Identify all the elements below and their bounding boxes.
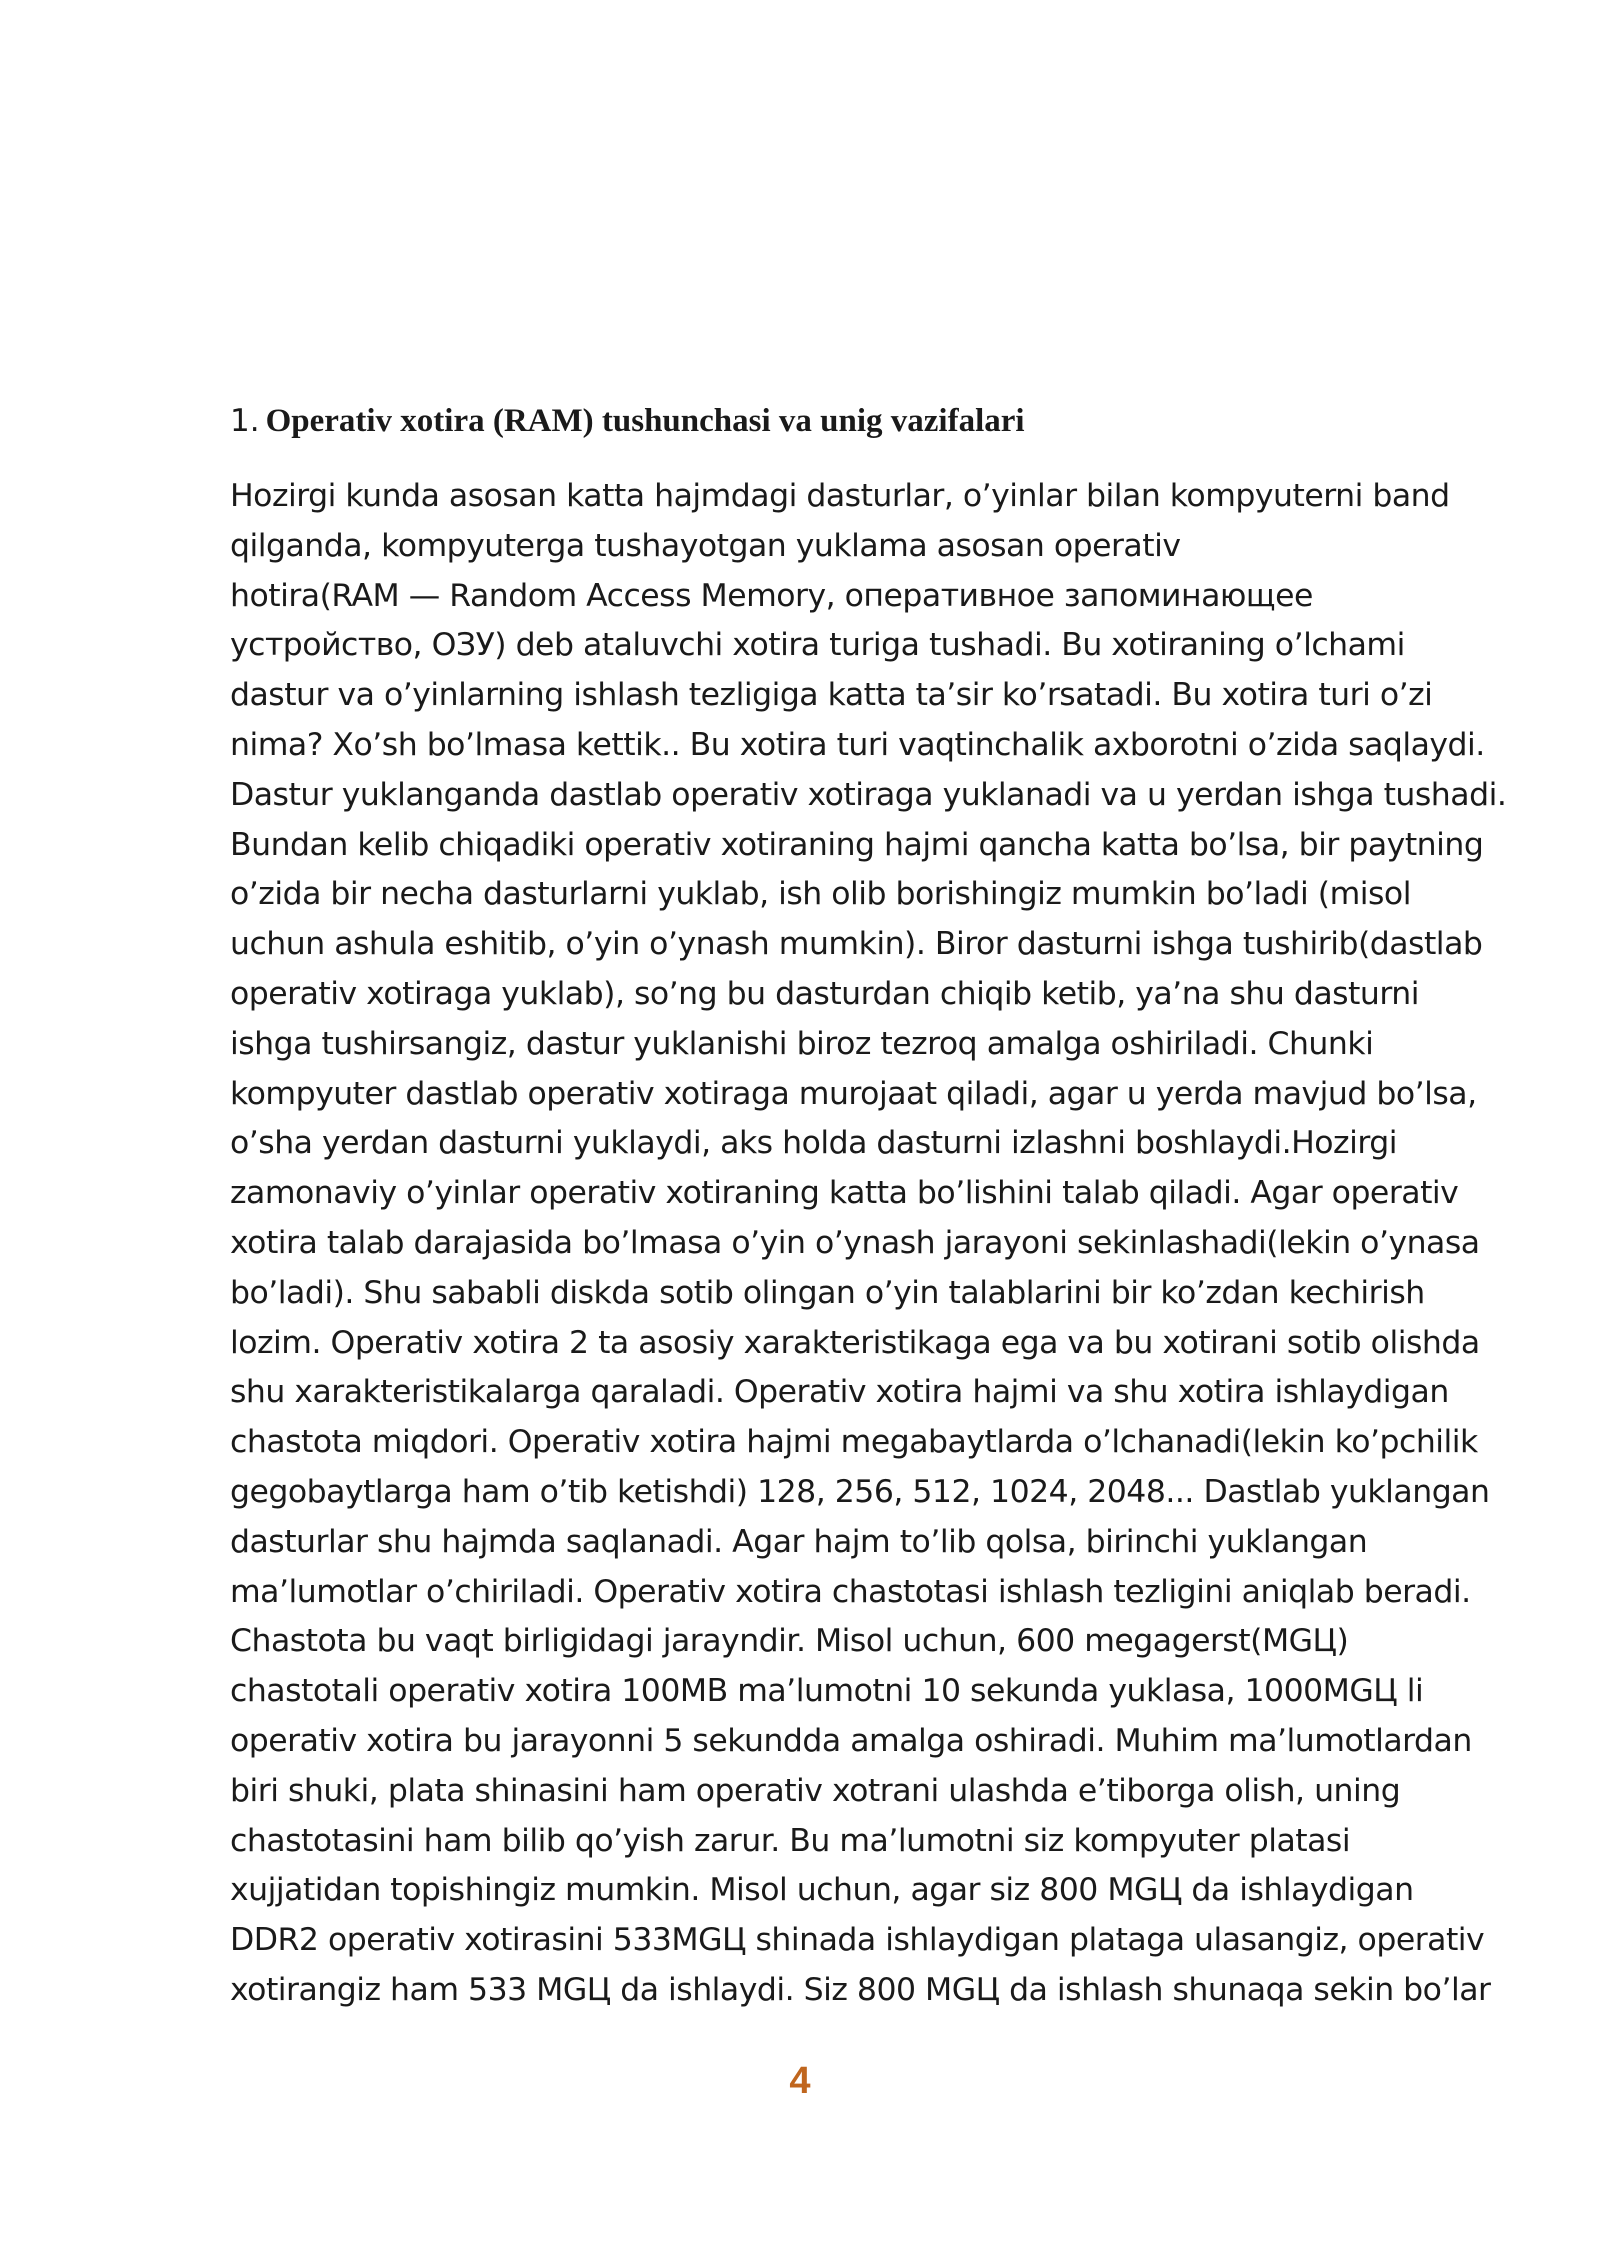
paragraph-line: uchun ashula eshitib, o’yin o’ynash mumkin). Biror dasturni ishga tushirib(dastlab <box>230 926 1483 963</box>
paragraph-line: Chastota bu vaqt birligidagi jarayndir. Misol uchun, 600 megagerst(MGЦ) <box>230 1623 1349 1660</box>
paragraph-line: operativ xotira bu jarayonni 5 sekundda amalga oshiradi. Muhim ma’lumotlardan <box>230 1722 1472 1759</box>
paragraph-line: zamonaviy o’yinlar operativ xotiraning katta bo’lishini talab qiladi. Agar operativ <box>230 1175 1459 1212</box>
paragraph-line: chastotali operativ xotira 100MB ma’lumotni 10 sekunda yuklasa, 1000MGЦ li <box>230 1673 1424 1710</box>
paragraph-line: kompyuter dastlab operativ xotiraga murojaat qiladi, agar u yerda mavjud bo’lsa, <box>230 1075 1477 1112</box>
paragraph-line: chastota miqdori. Operativ xotira hajmi megabaytlarda o’lchanadi(lekin ko’pchilik <box>230 1424 1478 1461</box>
paragraph-line: gegobaytlarga ham o’tib ketishdi) 128, 256, 512, 1024, 2048... Dastlab yuklangan <box>230 1473 1490 1510</box>
paragraph-line: nima? Xo’sh bo’lmasa kettik.. Bu xotira turi vaqtinchalik axborotni o’zida saqlaydi. <box>230 726 1485 763</box>
paragraph-line: o’sha yerdan dasturni yuklaydi, aks holda dasturni izlashni boshlaydi.Hozirgi <box>230 1125 1397 1162</box>
paragraph-line: xujjatidan topishingiz mumkin. Misol uchun, agar siz 800 MGЦ da ishlaydigan <box>230 1872 1414 1909</box>
section-number: 1. <box>230 403 260 439</box>
paragraph-line: lozim. Operativ xotira 2 ta asosiy xarakteristikaga ega va bu xotirani sotib olishda <box>230 1324 1480 1361</box>
paragraph-line: qilganda, kompyuterga tushayotgan yuklama asosan operativ <box>230 527 1181 564</box>
paragraph-line: Hozirgi kunda asosan katta hajmdagi dasturlar, o’yinlar bilan kompyuterni band <box>230 478 1450 514</box>
section-heading <box>230 403 1480 440</box>
paragraph-line: xotira talab darajasida bo’lmasa o’yin o’ynash jarayoni sekinlashadi(lekin o’ynasa <box>230 1224 1480 1261</box>
paragraph-line: Dastur yuklanganda dastlab operativ xotiraga yuklanadi va u yerdan ishga tushadi. <box>230 776 1507 813</box>
page-number: 4 <box>789 2060 811 2102</box>
paragraph-line: o’zida bir necha dasturlarni yuklab, ish olib borishingiz mumkin bo’ladi (misol <box>230 876 1411 913</box>
paragraph-line: chastotasini ham bilib qo’yish zarur. Bu ma’lumotni siz kompyuter platasi <box>230 1822 1351 1859</box>
paragraph-line: dasturlar shu hajmda saqlanadi. Agar hajm to’lib qolsa, birinchi yuklangan <box>230 1523 1368 1560</box>
paragraph-line: bo’ladi). Shu sababli diskda sotib olingan o’yin talablarini bir ko’zdan kechirish <box>230 1274 1425 1311</box>
paragraph-line: DDR2 operativ xotirasini 533MGЦ shinada ishlaydigan plataga ulasangiz, operativ <box>230 1922 1485 1959</box>
body-paragraph <box>230 472 1520 2016</box>
section-title: Operativ xotira (RAM) tushunchasi va unig vazifalari <box>265 403 1025 439</box>
paragraph-line: biri shuki, plata shinasini ham operativ xotrani ulashda e’tiborga olish, uning <box>230 1772 1401 1809</box>
paragraph-line: xotirangiz ham 533 MGЦ da ishlaydi. Siz 800 MGЦ da ishlash shunaqa sekin bo’lar <box>230 1971 1491 2008</box>
paragraph-line: operativ xotiraga yuklab), so’ng bu dasturdan chiqib ketib, ya’na shu dasturni <box>230 975 1419 1012</box>
paragraph-line: Bundan kelib chiqadiki operativ xotiraning hajmi qancha katta bo’lsa, bir paytning <box>230 826 1484 863</box>
paragraph-line: ishga tushirsangiz, dastur yuklanishi biroz tezroq amalga oshiriladi. Chunki <box>230 1025 1374 1062</box>
paragraph-line: hotira(RAM — Random Access Memory, оперативное запоминающее <box>230 577 1313 614</box>
paragraph-line: ma’lumotlar o’chiriladi. Operativ xotira chastotasi ishlash tezligini aniqlab beradi. <box>230 1573 1471 1610</box>
paragraph-line: shu xarakteristikalarga qaraladi. Operativ xotira hajmi va shu xotira ishlaydigan <box>230 1374 1449 1411</box>
paragraph-line: устройство, ОЗУ) deb ataluvchi xotira turiga tushadi. Bu xotiraning o’lchami <box>230 627 1405 664</box>
paragraph-line: dastur va o’yinlarning ishlash tezligiga katta ta’sir ko’rsatadi. Bu xotira turi o’zi <box>230 677 1433 714</box>
